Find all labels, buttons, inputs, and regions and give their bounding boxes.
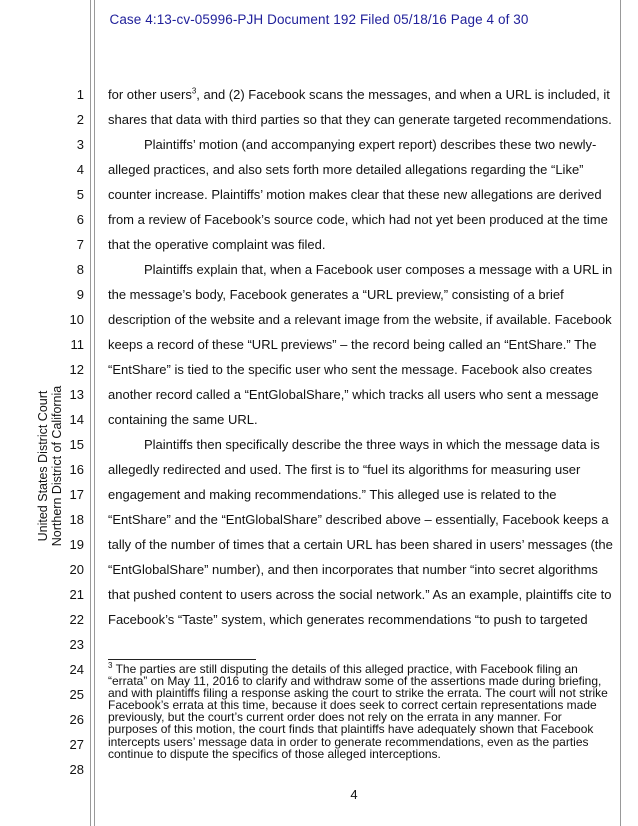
body-line: containing the same URL. bbox=[108, 412, 258, 427]
body-line: from a review of Facebook’s source code, which had not yet been produced at the time bbox=[108, 212, 608, 227]
paragraph-start: Plaintiffs explain that, when a Facebook user composes a message with a URL in bbox=[144, 262, 613, 277]
body-line: tally of the number of times that a certain URL has been shared in users’ messages (the bbox=[108, 537, 613, 552]
body-line: keeps a record of these “URL previews” – the record being called an “EntShare.” The bbox=[108, 337, 597, 352]
left-margin-rule-inner bbox=[94, 0, 95, 826]
line-number: 23 bbox=[69, 637, 84, 652]
body-line: alleged practices, and also sets forth more detailed allegations regarding the “Like” bbox=[108, 162, 584, 177]
body-line: “EntGlobalShare” number), and then incorporates that number “into secret algorithms bbox=[108, 562, 598, 577]
court-name: United States District Court bbox=[36, 390, 50, 542]
line-number: 10 bbox=[69, 312, 84, 327]
body-line: shares that data with third parties so that they can generate targeted recommendations. bbox=[108, 112, 612, 127]
footnote-text: The parties are still disputing the details of this alleged practice, with Facebook filing an “errata” on May 11, 2016 to clarify and withdraw some of the assertions made during briefing, and with plaintiffs filing a response asking the court to strike the errata. The court will not strike Facebook’s errata at this time, because it does seek to correct certain representations made previously, but the court’s current order does not rely on the errata in any manner. For purposes of this motion, the court finds that plaintiffs have adequately shown that Facebook intercepts users’ message data in order to generate recommendations, even as the parties continue to dispute the specifics of those alleged interceptions. bbox=[108, 662, 608, 761]
line-number: 2 bbox=[76, 112, 84, 127]
line-number: 7 bbox=[76, 237, 84, 252]
case-header: Case 4:13-cv-05996-PJH Document 192 Filed 05/18/16 Page 4 of 30 bbox=[109, 12, 529, 27]
line-number: 12 bbox=[69, 362, 84, 377]
line-number: 22 bbox=[69, 612, 84, 627]
line-number: 26 bbox=[69, 712, 84, 727]
line-number: 18 bbox=[69, 512, 84, 527]
left-margin-rule bbox=[90, 0, 91, 826]
line-number: 1 bbox=[76, 87, 84, 102]
footnote-separator bbox=[108, 659, 256, 660]
body-line: description of the website and a relevant image from the website, if available. Facebook bbox=[108, 312, 612, 327]
line-number: 15 bbox=[69, 437, 84, 452]
line-number: 27 bbox=[69, 737, 84, 752]
body-line bbox=[108, 82, 608, 107]
line-number-column bbox=[60, 82, 84, 782]
body-line: “EntShare” and the “EntGlobalShare” described above – essentially, Facebook keeps a bbox=[108, 512, 609, 527]
body-line: engagement and making recommendations.” This alleged use is related to the bbox=[108, 487, 557, 502]
line-number: 8 bbox=[76, 262, 84, 277]
line-number: 13 bbox=[69, 387, 84, 402]
body-line: allegedly redirected and used. The first is to “fuel its algorithms for measuring user bbox=[108, 462, 581, 477]
body-line-text: , and (2) Facebook scans the messages, and when a URL is included, it bbox=[196, 87, 610, 102]
line-number: 9 bbox=[76, 287, 84, 302]
footnote bbox=[108, 663, 613, 760]
footnote-mark: 3 bbox=[108, 661, 113, 670]
right-margin-rule bbox=[620, 0, 621, 826]
line-number: 25 bbox=[69, 687, 84, 702]
line-number: 28 bbox=[69, 762, 84, 777]
line-number: 4 bbox=[76, 162, 84, 177]
line-number: 16 bbox=[69, 462, 84, 477]
body-line-text: for other users bbox=[108, 87, 192, 102]
body-line: “EntShare” is tied to the specific user who sent the message. Facebook also creates bbox=[108, 362, 593, 377]
footnote-ref[interactable]: 3 bbox=[191, 86, 197, 96]
line-number: 20 bbox=[69, 562, 84, 577]
body-line: that pushed content to users across the social network.” As an example, plaintiffs cite to bbox=[108, 587, 612, 602]
line-number: 17 bbox=[69, 487, 84, 502]
line-number: 11 bbox=[70, 337, 84, 352]
body-line: that the operative complaint was filed. bbox=[108, 237, 326, 252]
line-number: 6 bbox=[76, 212, 84, 227]
paragraph-start: Plaintiffs then specifically describe the three ways in which the message data is bbox=[144, 437, 600, 452]
body-line: counter increase. Plaintiffs’ motion makes clear that these new allegations are derived bbox=[108, 187, 602, 202]
body-line: the message’s body, Facebook generates a “URL preview,” consisting of a brief bbox=[108, 287, 564, 302]
line-number: 5 bbox=[76, 187, 84, 202]
district-name: Northern District of California bbox=[50, 385, 64, 547]
line-number: 21 bbox=[69, 587, 84, 602]
line-number: 19 bbox=[69, 537, 84, 552]
line-number: 3 bbox=[76, 137, 84, 152]
body-line: another record called a “EntGlobalShare,” which tracks all users who sent a message bbox=[108, 387, 599, 402]
line-number: 14 bbox=[69, 412, 84, 427]
body-line: Facebook’s “Taste” system, which generates recommendations “to push to targeted bbox=[108, 612, 588, 627]
paragraph-start: Plaintiffs’ motion (and accompanying expert report) describes these two newly- bbox=[144, 137, 597, 152]
page-number: 4 bbox=[350, 787, 358, 802]
body-text bbox=[108, 82, 613, 632]
line-number: 24 bbox=[69, 662, 84, 677]
